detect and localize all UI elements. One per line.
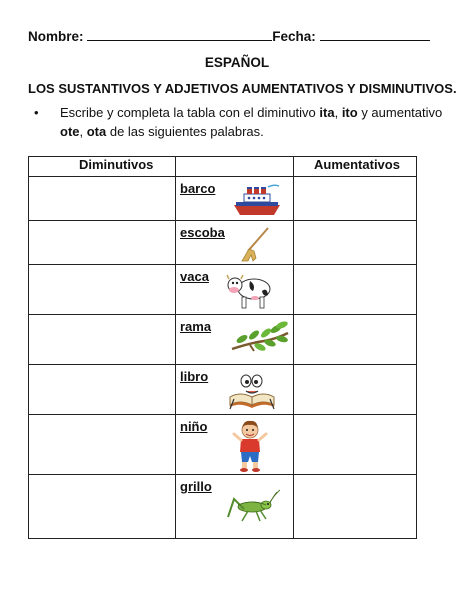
word-cell (176, 221, 294, 265)
aumentativo-cell[interactable] (294, 415, 417, 475)
nombre-label: Nombre: (28, 29, 84, 44)
word-label: rama (180, 319, 212, 334)
word-cell (176, 475, 294, 539)
bullet: • (34, 105, 39, 120)
word-label: escoba (180, 225, 225, 240)
fecha-field[interactable] (320, 28, 430, 41)
word-label: barco (180, 181, 216, 196)
word-cell (176, 415, 294, 475)
words-table (28, 156, 417, 539)
diminutivo-cell[interactable] (29, 265, 176, 315)
diminutivo-cell[interactable] (29, 475, 176, 539)
broom-icon (232, 225, 274, 263)
table-row (29, 415, 417, 475)
diminutivo-cell[interactable] (29, 177, 176, 221)
diminutivo-cell[interactable] (29, 315, 176, 365)
word-label: niño (180, 419, 208, 434)
table-header-row (29, 157, 417, 177)
word-label: libro (180, 369, 209, 384)
aumentativo-cell[interactable] (294, 177, 417, 221)
table-row (29, 365, 417, 415)
table-row (29, 265, 417, 315)
aumentativo-cell[interactable] (294, 221, 417, 265)
worksheet-heading: LOS SUSTANTIVOS Y ADJETIVOS AUMENTATIVOS Y DISMINUTIVOS. (28, 81, 457, 96)
instruction-text: Escribe y completa la tabla con el diminutivo ita, ito y aumentativo ote, ota de las siguientes palabras. (60, 105, 443, 139)
nombre-field[interactable] (87, 28, 272, 41)
aumentativo-cell[interactable] (294, 475, 417, 539)
aumentativo-cell[interactable] (294, 265, 417, 315)
header-diminutivos: Diminutivos (29, 157, 176, 177)
book-icon (226, 369, 278, 411)
header-aumentativos: Aumentativos (294, 157, 417, 177)
table-row (29, 475, 417, 539)
cow-icon (226, 271, 276, 311)
word-label: vaca (180, 269, 209, 284)
aumentativo-cell[interactable] (294, 315, 417, 365)
table-row (29, 177, 417, 221)
diminutivo-cell[interactable] (29, 365, 176, 415)
header-row (28, 28, 448, 44)
table-row (29, 221, 417, 265)
aumentativo-cell[interactable] (294, 365, 417, 415)
diminutivo-cell[interactable] (29, 415, 176, 475)
cricket-icon (222, 487, 282, 527)
word-cell (176, 315, 294, 365)
word-label: grillo (180, 479, 212, 494)
instruction (34, 103, 452, 141)
branch-icon (230, 319, 290, 357)
subject-title: ESPAÑOL (204, 55, 270, 70)
header-word (176, 157, 294, 177)
fecha-label: Fecha: (272, 29, 316, 44)
word-cell (176, 177, 294, 221)
diminutivo-cell[interactable] (29, 221, 176, 265)
word-cell (176, 365, 294, 415)
word-cell (176, 265, 294, 315)
table-row (29, 315, 417, 365)
boy-icon (230, 418, 270, 474)
ship-icon (232, 183, 282, 217)
